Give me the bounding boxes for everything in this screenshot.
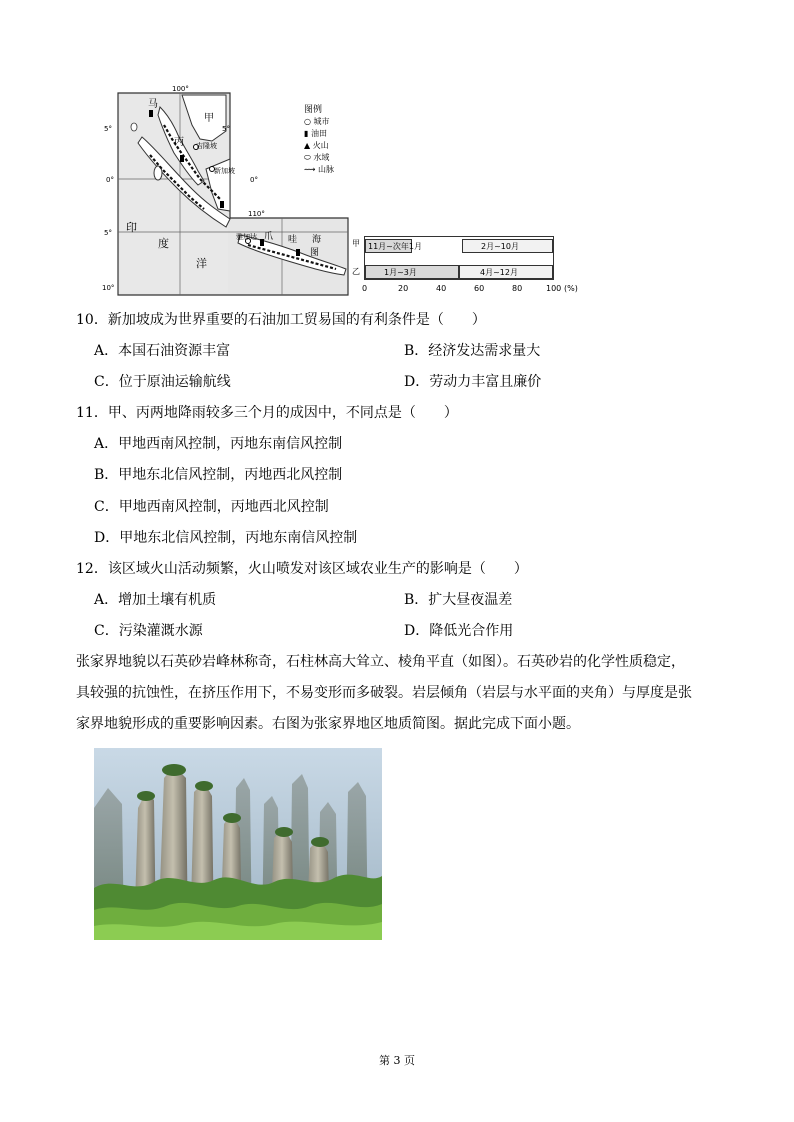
place-zhao: 爪 — [264, 232, 274, 242]
legend-volcano: ▲ 火山 — [304, 141, 329, 150]
lat-0-left-label: 0° — [106, 176, 114, 184]
water-icon: ⬭ — [304, 153, 314, 162]
place-hai: 海 — [312, 235, 322, 245]
q11-option-d: D．甲地东北信风控制，丙地东南信风控制 — [94, 530, 358, 546]
place-ma: 马 — [148, 99, 158, 110]
bar-tick-40: 40 — [436, 284, 447, 293]
page-number: 第 3 页 — [379, 1054, 415, 1067]
legend-water: ⬭ 水域 — [304, 153, 330, 162]
q12-option-a: A．增加土壤有机质 — [94, 592, 217, 608]
bar-tick-60: 60 — [474, 284, 485, 293]
place-yajiada: 雅加达 — [236, 233, 257, 241]
lat-5n-right-label: 5° — [222, 125, 230, 133]
place-tu: 图 — [310, 248, 320, 258]
volcano-icon: ▲ — [304, 141, 313, 150]
passage-line-1: 张家界地貌以石英砂岩峰林称奇，石柱林高大耸立、棱角平直（如图）。石英砂岩的化学性质稳定， — [76, 654, 685, 670]
bar-tick-100: 100 — [546, 284, 562, 293]
legend-mountain: ⟿ 山脉 — [304, 165, 335, 174]
q10-option-c: C．位于原油运输航线 — [94, 374, 231, 390]
passage-line-2: 具较强的抗蚀性，在挤压作用下，不易变形而多破裂。岩层倾角（岩层与水平面的夹角）与厚度是张 — [76, 685, 692, 701]
place-yin: 印 — [126, 221, 137, 234]
bar-frame — [364, 236, 554, 280]
lat-5s-label: 5° — [104, 229, 112, 237]
q10-option-b: B．经济发达需求量大 — [404, 343, 541, 359]
passage-line-3: 家界地貌形成的重要影响因素。右图为张家界地区地质简图。据此完成下面小题。 — [76, 716, 580, 732]
legend-title: 图例 — [304, 105, 323, 115]
city-icon: ○ — [304, 117, 314, 126]
legend-city: ○ 城市 — [304, 117, 330, 126]
q11-stem: 11．甲、丙两地降雨较多三个月的成因中，不同点是（ ） — [76, 405, 458, 421]
legend-oilfield: ▮ 油田 — [304, 129, 327, 138]
lon-110-label: 110° — [248, 210, 265, 218]
bar-jia-seg1: 11月~次年1月 — [365, 239, 412, 253]
q10-option-d: D．劳动力丰富且廉价 — [404, 374, 542, 390]
bar-tick-0: 0 — [362, 284, 368, 293]
q12-option-b: B．扩大昼夜温差 — [404, 592, 513, 608]
bar-unit: (%) — [564, 284, 578, 293]
q11-option-c: C．甲地西南风控制，丙地西北风控制 — [94, 499, 329, 515]
mountain-icon: ⟿ — [304, 165, 319, 174]
q12-stem: 12．该区域火山活动频繁，火山喷发对该区域农业生产的影响是（ ） — [76, 561, 528, 577]
q12-option-c: C．污染灌溉水源 — [94, 623, 203, 639]
bar-row-label-jia: 甲 — [352, 239, 360, 248]
oilfield-icon: ▮ — [304, 129, 311, 138]
place-jia: 甲 — [204, 113, 214, 124]
bar-yi-seg2: 4月~12月 — [459, 265, 553, 279]
zhangjiajie-photo — [94, 748, 382, 940]
map-legend — [304, 104, 354, 176]
lat-0-right-label: 0° — [250, 176, 258, 184]
place-du: 度 — [158, 237, 169, 250]
rain-period-bars — [352, 236, 592, 300]
place-bing: 丙 — [174, 137, 184, 148]
q10-stem: 10．新加坡成为世界重要的石油加工贸易国的有利条件是（ ） — [76, 312, 486, 328]
place-wa: 哇 — [288, 235, 298, 245]
lat-5n-left-label: 5° — [104, 125, 112, 133]
bar-row-label-yi: 乙 — [352, 267, 360, 276]
q11-option-a: A．甲地西南风控制，丙地东南信风控制 — [94, 436, 343, 452]
q12-option-d: D．降低光合作用 — [404, 623, 514, 639]
bar-jia-seg2: 2月~10月 — [462, 239, 553, 253]
place-jilongpo: 吉隆坡 — [196, 142, 217, 150]
place-xinjiapo: 新加坡 — [214, 167, 235, 175]
sandstone-pillars-illustration — [94, 748, 382, 940]
lon-100-label: 100° — [172, 85, 189, 93]
q11-option-b: B．甲地东北信风控制，丙地西北风控制 — [94, 467, 343, 483]
place-yang: 洋 — [196, 257, 207, 270]
passage — [76, 647, 716, 740]
bar-tick-80: 80 — [512, 284, 523, 293]
bar-tick-20: 20 — [398, 284, 409, 293]
bar-yi-seg1: 1月~3月 — [365, 265, 459, 279]
q10-option-a: A．本国石油资源丰富 — [94, 343, 231, 359]
lat-10s-label: 10° — [102, 284, 115, 292]
